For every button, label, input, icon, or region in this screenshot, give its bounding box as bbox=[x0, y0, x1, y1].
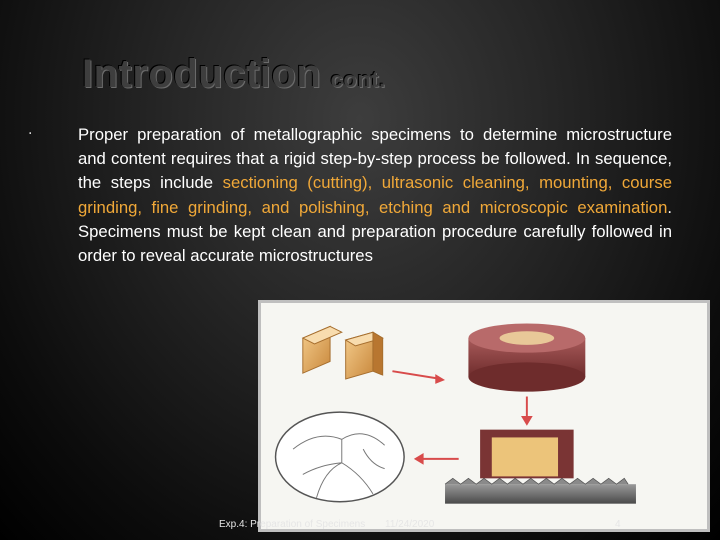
footer-title: Exp.4: Preparation of Specimens bbox=[219, 519, 366, 530]
arrow-down-icon bbox=[521, 397, 533, 426]
title-sub: cont. bbox=[330, 67, 386, 92]
title-main: Introduction bbox=[82, 52, 322, 96]
sectioned-block-icon bbox=[303, 326, 383, 379]
specimen-preparation-figure bbox=[258, 300, 710, 532]
body-paragraph bbox=[78, 123, 672, 268]
paragraph-part1: Proper preparation of metallographic specimens to determine microstructure and content requires that a rigid step-by-step process be followed. In sequence, the steps include bbox=[78, 125, 672, 193]
mounted-specimen-icon bbox=[468, 323, 585, 391]
slide-number: 4 bbox=[615, 519, 621, 530]
bullet-marker: · bbox=[28, 126, 33, 142]
arrow-icon bbox=[392, 371, 445, 384]
slide-title bbox=[82, 52, 386, 97]
footer-date: 11/24/2020 bbox=[385, 519, 435, 530]
paragraph-part2: . Specimens must be kept clean and preparation procedure carefully followed in order to reveal accurate microstructures bbox=[78, 197, 672, 266]
arrow-left-icon bbox=[414, 453, 459, 465]
preparation-steps-illustration bbox=[261, 303, 707, 529]
polishing-plate-icon bbox=[445, 430, 636, 504]
microstructure-grains-icon bbox=[276, 412, 405, 502]
paragraph-highlight: sectioning (cutting), ultrasonic cleaning, mounting, course grinding, fine grinding, and polishing, etching and microscopic examination bbox=[78, 173, 672, 217]
